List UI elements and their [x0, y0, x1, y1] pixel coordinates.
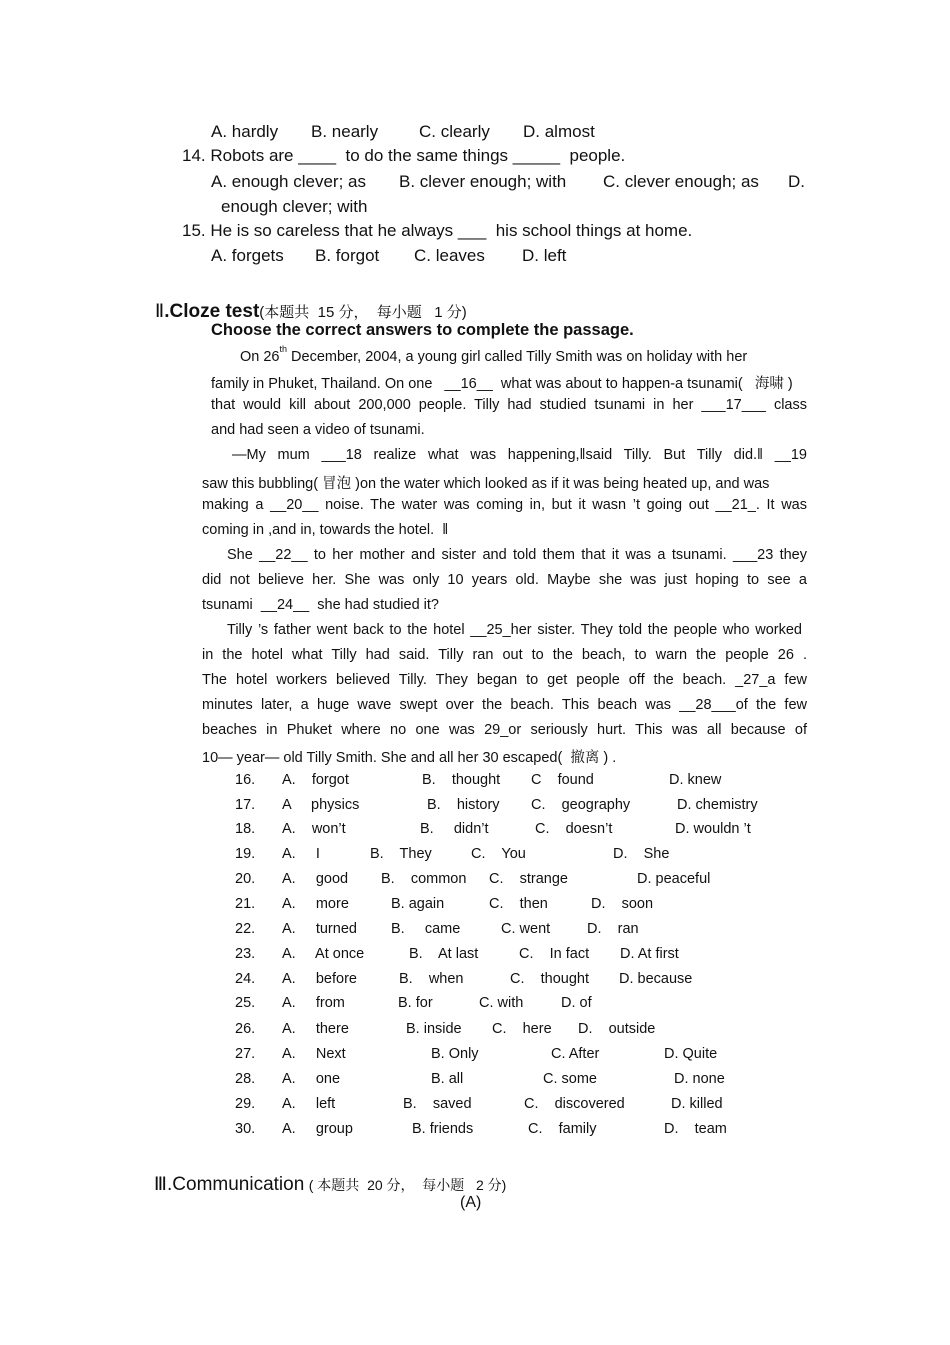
option-c[interactable]: C. doesn’t	[535, 821, 613, 837]
option-c[interactable]: C. then	[489, 896, 548, 912]
q14-option-b[interactable]: B. clever enough; with	[399, 172, 567, 191]
option-a[interactable]: A. more	[282, 896, 349, 912]
passage-line: making a __20__ noise. The water was coming in, but it wasn ’t going out __21_. It was	[202, 497, 807, 513]
option-d[interactable]: D. knew	[669, 772, 722, 788]
option-number: 24.	[235, 971, 256, 987]
q15-option-d[interactable]: D. left	[522, 246, 567, 265]
q13-option-b[interactable]: B. nearly	[311, 122, 379, 141]
option-d[interactable]: D. killed	[671, 1096, 723, 1112]
passage-line: in the hotel what Tilly had said. Tilly ran out to the beach, to warn the people 26 .	[202, 647, 807, 663]
option-a[interactable]: A. forgot	[282, 772, 349, 788]
option-b[interactable]: B. history	[427, 797, 500, 813]
option-b[interactable]: B. common	[381, 871, 467, 887]
option-a[interactable]: A. At once	[282, 946, 365, 962]
section-2-roman: Ⅱ	[154, 301, 165, 322]
option-d[interactable]: D. ran	[587, 921, 639, 937]
option-d[interactable]: D. none	[674, 1071, 725, 1087]
passage-line: beaches in Phuket where no one was 29_or seriously hurt. This was all because of	[202, 722, 807, 738]
option-c[interactable]: C. with	[479, 995, 524, 1011]
option-a[interactable]: A. there	[282, 1021, 349, 1037]
q13-option-d[interactable]: D. almost	[523, 122, 595, 141]
option-a[interactable]: A. one	[282, 1071, 341, 1087]
section-3-score-note: ( 本题共 20 分， 每小题 2 分)	[308, 1177, 507, 1193]
option-number: 30.	[235, 1121, 256, 1137]
passage-line: and had seen a video of tsunami.	[211, 422, 425, 438]
option-c[interactable]: C. geography	[531, 797, 631, 813]
q14-stem: 14. Robots are ____ to do the same things _____ people.	[182, 146, 626, 165]
option-a[interactable]: A. turned	[282, 921, 357, 937]
section-3-roman: Ⅲ	[153, 1174, 167, 1195]
option-b[interactable]: B. all	[431, 1071, 464, 1087]
option-number: 27.	[235, 1046, 256, 1062]
option-a[interactable]: A. good	[282, 871, 349, 887]
option-a[interactable]: A. from	[282, 995, 345, 1011]
option-number: 28.	[235, 1071, 256, 1087]
option-b[interactable]: B. came	[391, 921, 461, 937]
option-c[interactable]: C found	[531, 772, 594, 788]
option-b[interactable]: B. saved	[403, 1096, 472, 1112]
option-d[interactable]: D. She	[613, 846, 670, 862]
passage-line: The hotel workers believed Tilly. They began to get people off the beach. _27_a few	[202, 672, 807, 688]
option-number: 23.	[235, 946, 256, 962]
q13-option-c[interactable]: C. clearly	[419, 122, 490, 141]
q14-option-c[interactable]: C. clever enough; as	[603, 172, 759, 191]
option-b[interactable]: B. Only	[431, 1046, 479, 1062]
option-d[interactable]: D. outside	[578, 1021, 656, 1037]
section-3-title: .Communication	[167, 1174, 305, 1195]
option-b[interactable]: B. again	[391, 896, 445, 912]
option-b[interactable]: B. for	[398, 995, 433, 1011]
option-b[interactable]: B. At last	[409, 946, 479, 962]
option-c[interactable]: C. thought	[510, 971, 589, 987]
q14-option-d-label[interactable]: D.	[788, 172, 805, 191]
option-a[interactable]: A. won’t	[282, 821, 346, 837]
passage-line: minutes later, a huge wave swept over the beach. This beach was __28___of the few	[202, 697, 807, 713]
option-d[interactable]: D. Quite	[664, 1046, 718, 1062]
option-number: 17.	[235, 797, 256, 813]
option-b[interactable]: B. didn’t	[420, 821, 489, 837]
option-c[interactable]: C. discovered	[524, 1096, 625, 1112]
option-b[interactable]: B. when	[399, 971, 464, 987]
passage-line: tsunami __24__ she had studied it?	[202, 597, 439, 613]
option-b[interactable]: B. friends	[412, 1121, 474, 1137]
section-2-instruction: Choose the correct answers to complete the passage.	[211, 321, 634, 339]
option-number: 25.	[235, 995, 256, 1011]
option-c[interactable]: C. some	[543, 1071, 597, 1087]
passage-line: 10— year— old Tilly Smith. She and all her 30 escaped( 撤离 ) .	[202, 750, 617, 766]
q15-option-c[interactable]: C. leaves	[414, 246, 485, 265]
section-2-score-note: (本题共 15 分， 每小题 1 分)	[259, 304, 467, 321]
option-c[interactable]: C. After	[551, 1046, 600, 1062]
passage-line: family in Phuket, Thailand. On one __16__ what was about to happen-a tsunami( 海啸 )	[211, 376, 793, 392]
section-3-part-label: (A)	[460, 1194, 482, 1211]
option-c[interactable]: C. here	[492, 1021, 552, 1037]
q14-option-a[interactable]: A. enough clever; as	[211, 172, 366, 191]
option-number: 22.	[235, 921, 256, 937]
option-d[interactable]: D. of	[561, 995, 592, 1011]
q15-stem: 15. He is so careless that he always ___ his school things at home.	[182, 221, 693, 240]
section-2-heading	[146, 282, 467, 323]
q13-option-a[interactable]: A. hardly	[211, 122, 279, 141]
option-c[interactable]: C. strange	[489, 871, 568, 887]
option-a[interactable]: A. group	[282, 1121, 353, 1137]
option-number: 19.	[235, 846, 256, 862]
option-c[interactable]: C. In fact	[519, 946, 590, 962]
option-number: 21.	[235, 896, 256, 912]
option-number: 29.	[235, 1096, 256, 1112]
section-3-heading	[145, 1155, 506, 1196]
q15-option-a[interactable]: A. forgets	[211, 246, 284, 265]
option-c[interactable]: C. You	[471, 846, 526, 862]
option-number: 20.	[235, 871, 256, 887]
passage-line: that would kill about 200,000 people. Tilly had studied tsunami in her ___17___ class	[211, 397, 807, 413]
option-a[interactable]: A. left	[282, 1096, 336, 1112]
option-d[interactable]: D. peaceful	[637, 871, 711, 887]
q15-option-b[interactable]: B. forgot	[315, 246, 380, 265]
passage-line: did not believe her. She was only 10 years old. Maybe she was just hoping to see a	[202, 572, 807, 588]
option-d[interactable]: D. because	[619, 971, 693, 987]
ordinal-suffix: th	[279, 344, 288, 354]
passage-line: ―My mum ___18 realize what was happening,‖said Tilly. But Tilly did.‖ __19	[232, 447, 807, 463]
section-2-title: .Cloze test	[164, 301, 260, 322]
option-d[interactable]: D. wouldn ’t	[675, 821, 751, 837]
passage-line: She __22__ to her mother and sister and told them that it was a tsunami. ___23 they	[227, 547, 807, 563]
option-b[interactable]: B. inside	[406, 1021, 462, 1037]
q14-option-d-text[interactable]: enough clever; with	[221, 197, 368, 216]
option-d[interactable]: D. chemistry	[677, 797, 758, 813]
passage-line: saw this bubbling( 冒泡 )on the water which looked as if it was being heated up, and was	[202, 476, 770, 492]
option-number: 18.	[235, 821, 256, 837]
passage-line: coming in ,and in, towards the hotel. ‖	[202, 522, 449, 538]
option-a[interactable]: A. Next	[282, 1046, 346, 1062]
option-c[interactable]: C. family	[528, 1121, 597, 1137]
option-d[interactable]: D. At first	[620, 946, 679, 962]
option-a[interactable]: A. before	[282, 971, 357, 987]
option-number: 16.	[235, 772, 256, 788]
option-c[interactable]: C. went	[501, 921, 551, 937]
option-d[interactable]: D. soon	[591, 896, 654, 912]
option-a[interactable]: A. I	[282, 846, 320, 862]
option-number: 26.	[235, 1021, 256, 1037]
passage-line: Tilly ’s father went back to the hotel __25_her sister. They told the people who worked	[227, 622, 802, 638]
option-b[interactable]: B. They	[370, 846, 432, 862]
option-a[interactable]: A physics	[282, 797, 360, 813]
option-b[interactable]: B. thought	[422, 772, 501, 788]
option-d[interactable]: D. team	[664, 1121, 727, 1137]
passage-line-1-start: On 26th December, 2004, a young girl called Tilly Smith was on holiday with her	[240, 344, 748, 365]
